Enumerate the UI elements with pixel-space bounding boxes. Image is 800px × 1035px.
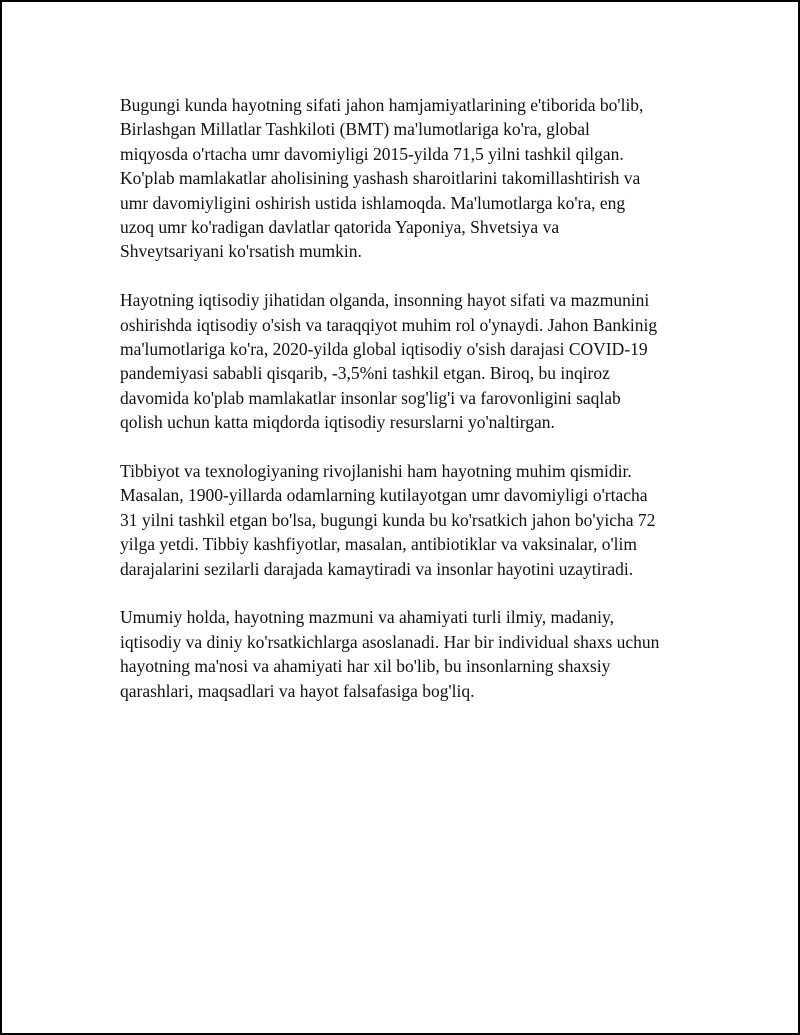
text-line: yilga yetdi. Tibbiy kashfiyotlar, masalan, antibiotiklar va vaksinalar, o'lim [120,534,637,555]
document-body [120,93,700,728]
text-line: miqyosda o'rtacha umr davomiyligi 2015-yilda 71,5 yilni tashkil qilgan. [120,143,624,164]
text-line: umr davomiyligini oshirish ustida ishlamoqda. Ma'lumotlarga ko'ra, eng [120,192,626,213]
text-line: Masalan, 1900-yillarda odamlarning kutilayotgan umr davomiyligi o'rtacha [120,485,648,506]
text-line: Hayotning iqtisodiy jihatidan olganda, insonning hayot sifati va mazmunini [120,290,650,311]
text-line: qolish uchun katta miqdorda iqtisodiy resurslarni yo'naltirgan. [120,412,555,433]
text-line: Tibbiyot va texnologiyaning rivojlanishi ham hayotning muhim qismidir. [120,461,632,482]
text-line: Bugungi kunda hayotning sifati jahon hamjamiyatlarining e'tiborida bo'lib, [120,95,644,115]
text-line: uzoq umr ko'radigan davlatlar qatorida Yaponiya, Shvetsiya va [120,217,560,238]
text-line: ma'lumotlariga ko'ra, 2020-yilda global iqtisodiy o'sish darajasi COVID-19 [120,339,648,360]
text-line: pandemiyasi sababli qisqarib, -3,5%ni tashkil etgan. Biroq, bu inqiroz [120,363,610,384]
text-line: Birlashgan Millatlar Tashkiloti (BMT) ma'lumotlariga ko'ra, global [120,119,590,140]
paragraph-1 [120,93,700,264]
text-line: darajalarini sezilarli darajada kamaytiradi va insonlar hayotini uzaytiradi. [120,558,634,579]
text-line: Shveytsariyani ko'rsatish mumkin. [120,241,362,262]
paragraph-2 [120,288,700,434]
text-line: davomida ko'plab mamlakatlar insonlar sog'lig'i va farovonligini saqlab [120,387,621,408]
text-line: qarashlari, maqsadlari va hayot falsafasiga bog'liq. [120,680,475,701]
text-line: Umumiy holda, hayotning mazmuni va ahamiyati turli ilmiy, madaniy, [120,607,614,628]
paragraph-4 [120,605,700,703]
text-line: 31 yilni tashkil etgan bo'lsa, bugungi kunda bu ko'rsatkich jahon bo'yicha 72 [120,509,656,530]
text-line: iqtisodiy va diniy ko'rsatkichlarga asoslanadi. Har bir individual shaxs uchun [120,631,660,652]
text-line: hayotning ma'nosi va ahamiyati har xil bo'lib, bu insonlarning shaxsiy [120,656,611,677]
paragraph-3 [120,459,700,581]
text-line: oshirishda iqtisodiy o'sish va taraqqiyot muhim rol o'ynaydi. Jahon Bankinig [120,314,658,335]
text-line: Ko'plab mamlakatlar aholisining yashash sharoitlarini takomillashtirish va [120,168,641,189]
